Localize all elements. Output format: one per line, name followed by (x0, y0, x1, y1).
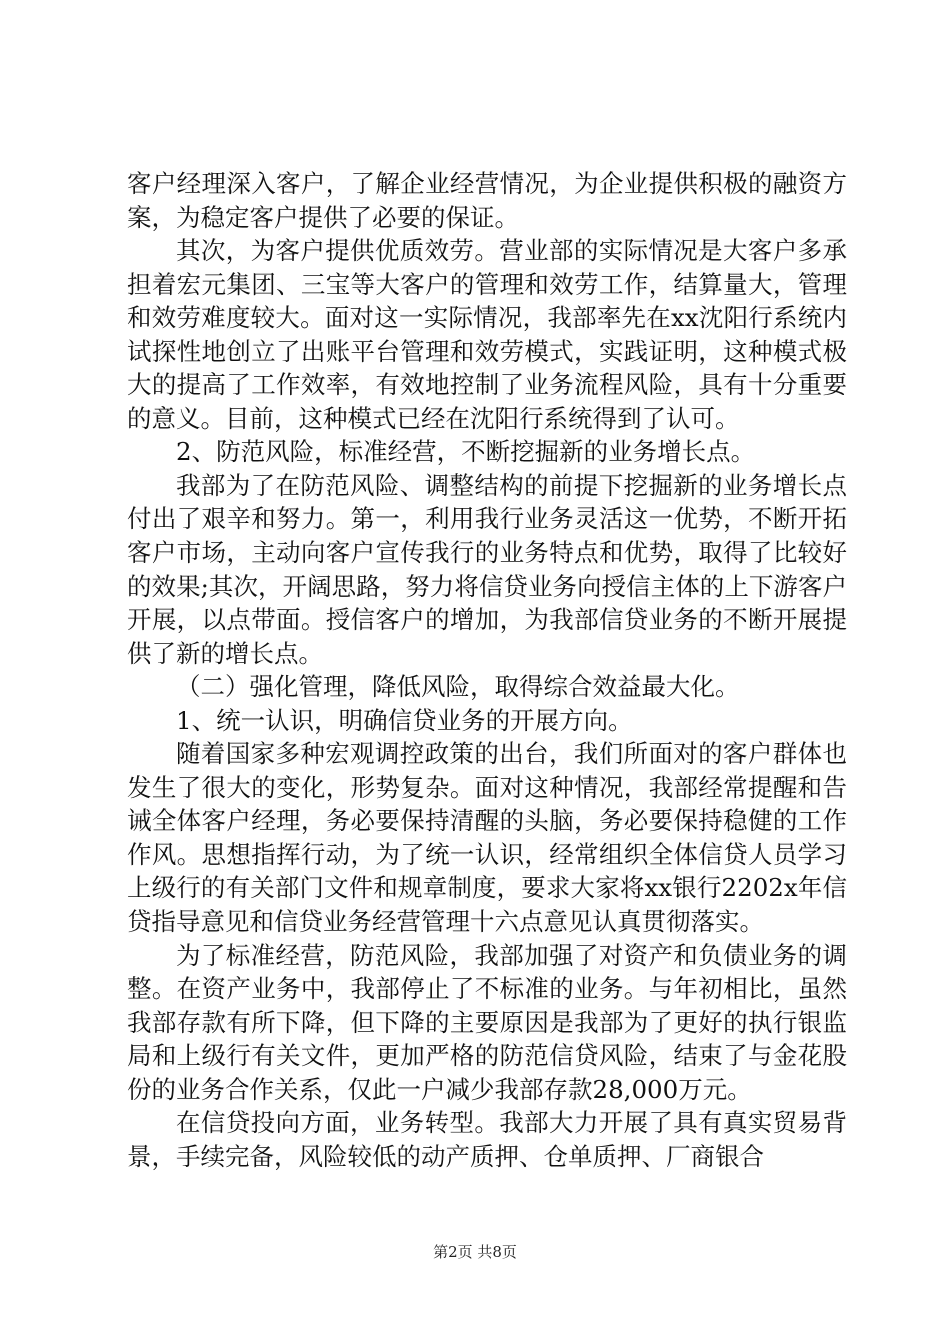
document-body (127, 167, 847, 1173)
paragraph-customer-service: 其次，为客户提供优质效劳。营业部的实际情况是大客户多承担着宏元集团、三宝等大客户的管理和效劳工作，结算量大，管理和效劳难度较大。面对这一实际情况，我部率先在xx沈阳行系统内试探性地创立了出账平台管理和效劳模式，实践证明，这种模式极大的提高了工作效率，有效地控制了业务流程风险，具有十分重要的意义。目前，这种模式已经在沈阳行系统得到了认可。 (127, 236, 847, 433)
paragraph-continuation: 客户经理深入客户，了解企业经营情况，为企业提供积极的融资方案，为稳定客户提供了必要的保证。 (127, 169, 847, 232)
paragraph-macro-policy: 随着国家多种宏观调控政策的出台，我们所面对的客户群体也发生了很大的变化，形势复杂。面对这种情况，我部经常提醒和告诫全体客户经理，务必要保持清醒的头脑，务必要保持稳健的工作作风。思想指挥行动，为了统一认识，经常组织全体信贷人员学习上级行的有关部门文件和规章制度，要求大家将xx银行2202x年信贷指导意见和信贷业务经营管理十六点意见认真贯彻落实。 (127, 739, 847, 937)
heading-risk-prevention: 2、防范风险，标准经营，不断挖掘新的业务增长点。 (176, 437, 756, 467)
page-footer (0, 1242, 950, 1262)
paragraph-credit-direction: 在信贷投向方面，业务转型。我部大力开展了具有真实贸易背景，手续完备，风险较低的动产质押、仓单质押、厂商银合 (127, 1108, 847, 1171)
heading-unified-understanding: 1、统一认识，明确信贷业务的开展方向。 (176, 705, 633, 735)
heading-strengthen-management: （二）强化管理，降低风险，取得综合效益最大化。 (176, 672, 740, 702)
paragraph-asset-liability: 为了标准经营，防范风险，我部加强了对资产和负债业务的调整。在资产业务中，我部停止了不标准的业务。与年初相比，虽然我部存款有所下降，但下降的主要原因是我部为了更好的执行银监局和上级行有关文件，更加严格的防范信贷风险，结束了与金花股份的业务合作关系，仅此一户减少我部存款28,000万元。 (127, 940, 847, 1104)
page-indicator: 第2页 共8页 (433, 1243, 517, 1261)
paragraph-growth-points: 我部为了在防范风险、调整结构的前提下挖掘新的业务增长点付出了艰辛和努力。第一，利用我行业务灵活这一优势，不断开拓客户市场，主动向客户宣传我行的业务特点和优势，取得了比较好的效果;其次，开阔思路，努力将信贷业务向授信主体的上下游客户开展，以点带面。授信客户的增加，为我部信贷业务的不断开展提供了新的增长点。 (127, 470, 847, 668)
